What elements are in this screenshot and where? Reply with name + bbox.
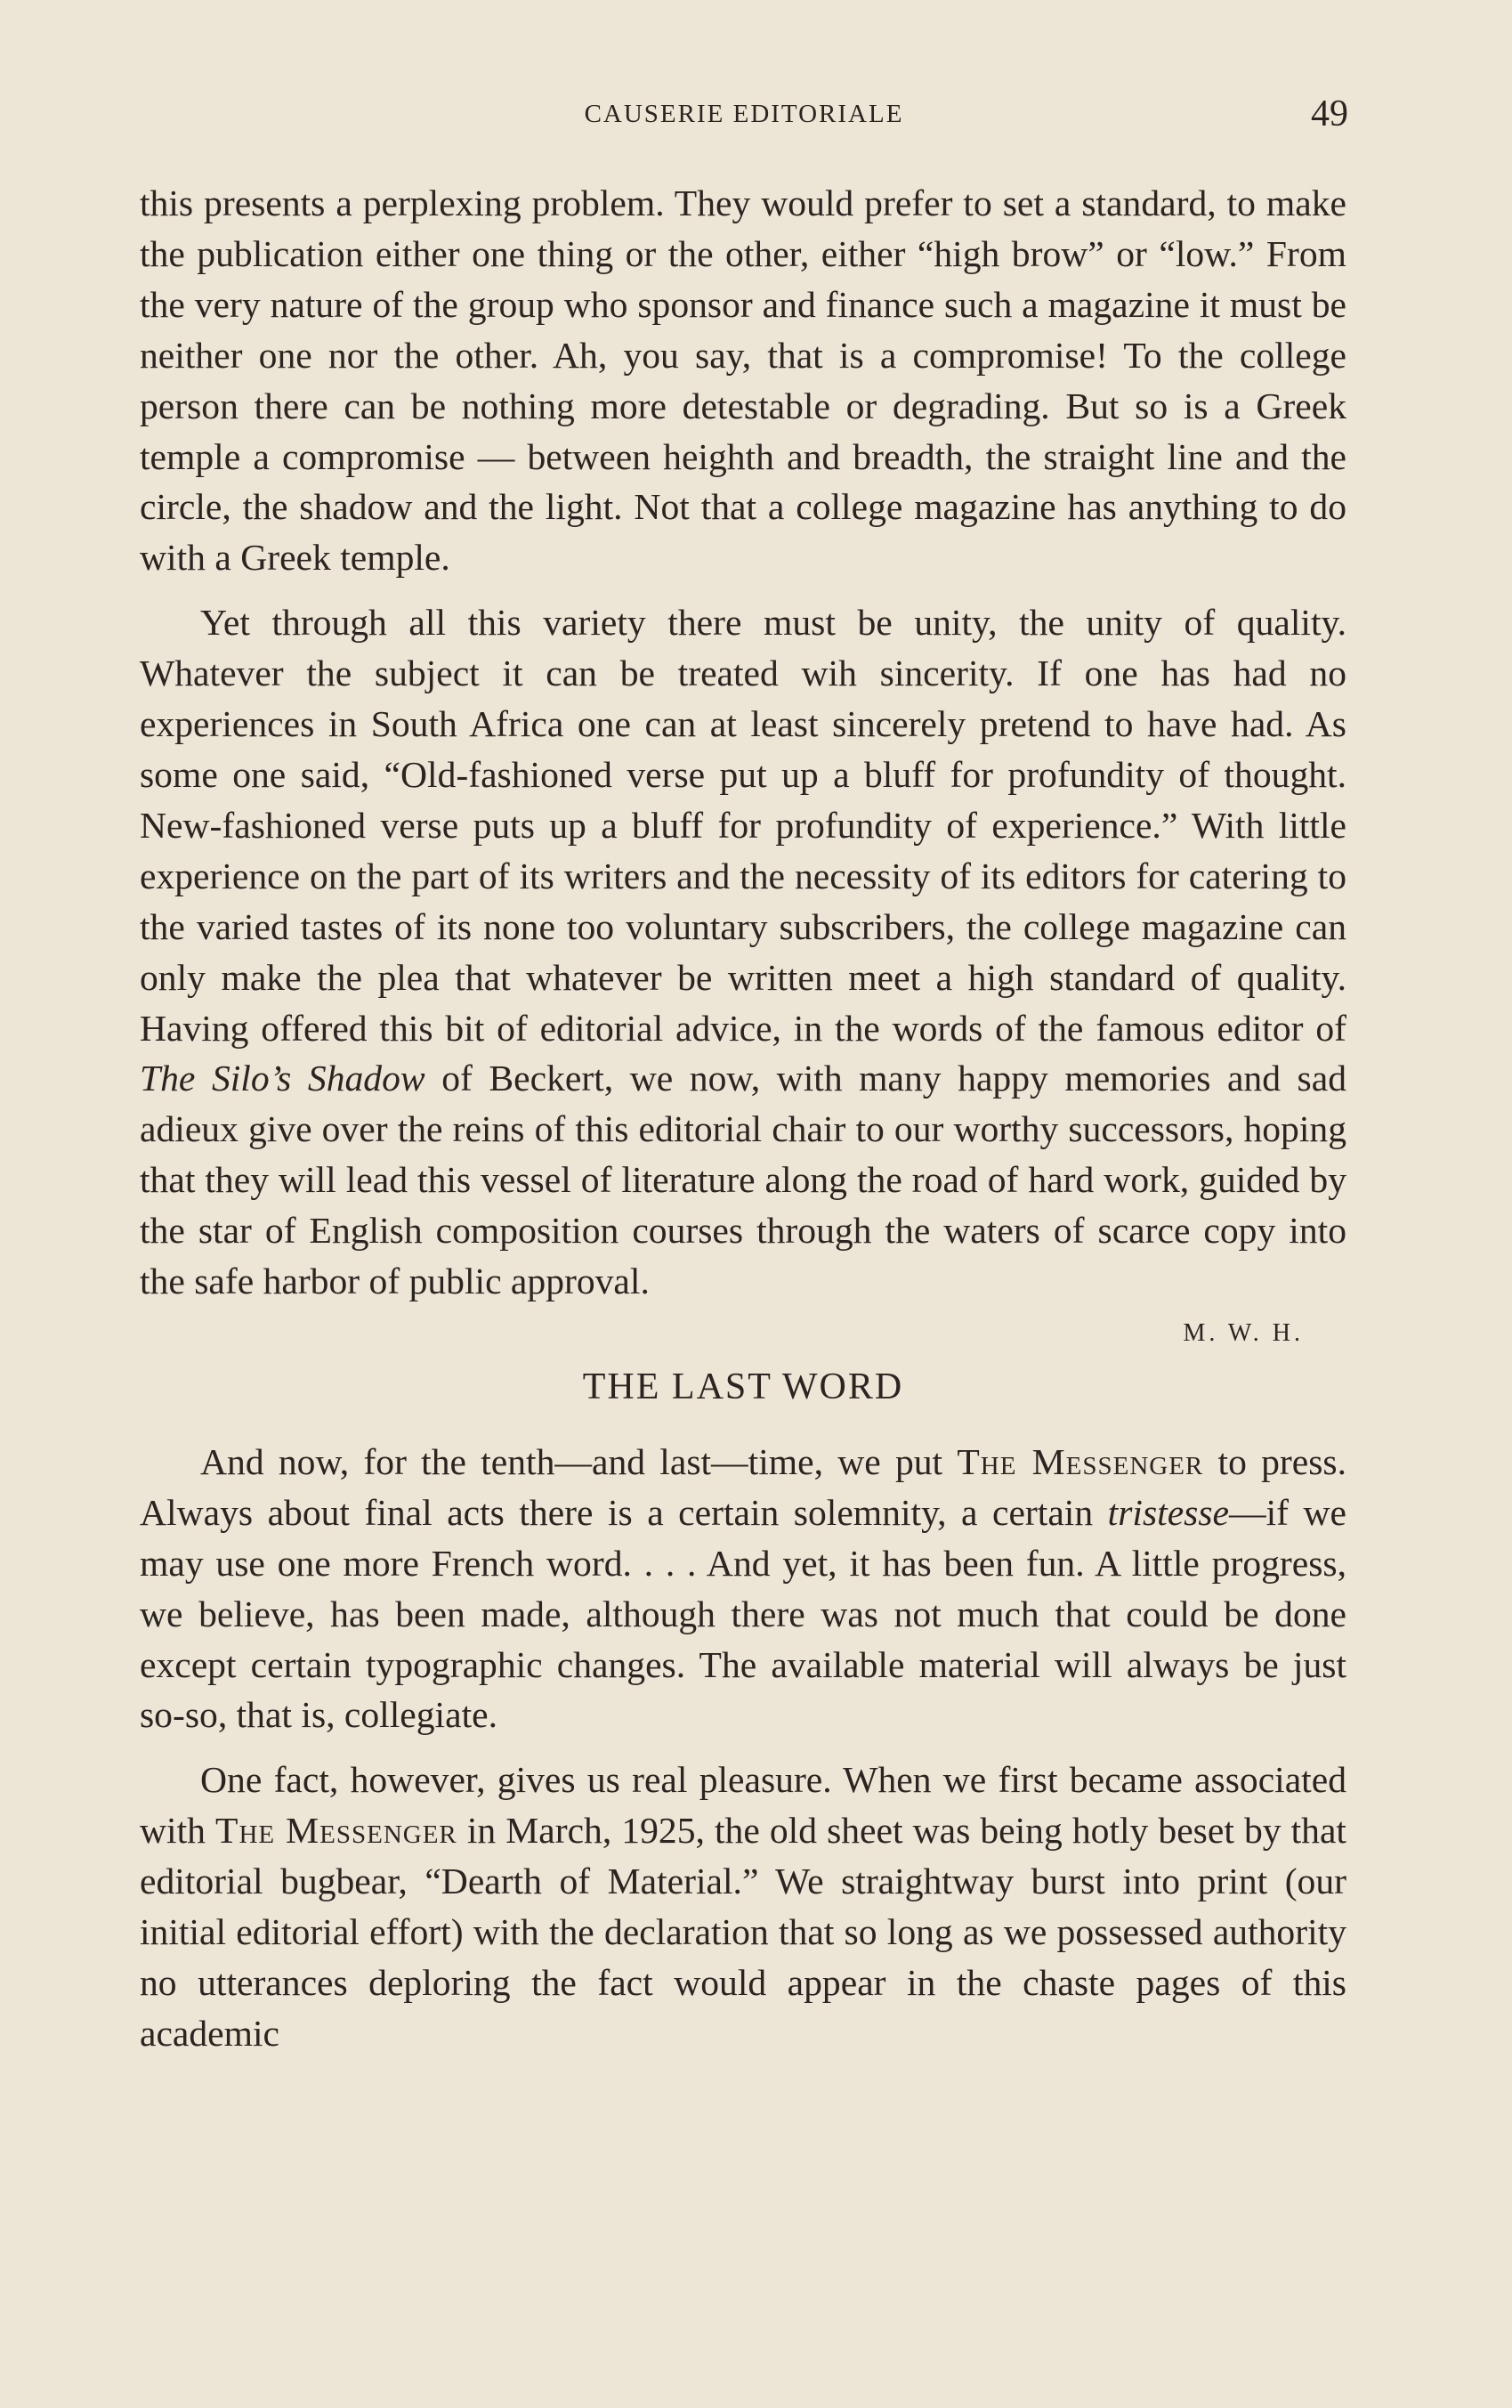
periodical-title: The Silo’s Shadow — [140, 1058, 425, 1099]
paragraph-3-text-c: —if we may use one more French word. . . . And yet, it has been fun. A little progress, we believe, has been made, although there was not much that could be done except certain typographic changes. The available material will always be just so-so, that is, collegiate. — [140, 1491, 1346, 1736]
paragraph-3 — [140, 1437, 1346, 1740]
paragraph-4-text-a: One fact, however, gives us real pleasure. When we first became associated with — [140, 1759, 1346, 1852]
paragraph-2-text-b: of Beckert, we now, with many happy memories and sad adieux give over the reins of this editorial chair to our worthy successors, hoping that they will lead this vessel of literature along the road of hard work, guided by the star of English composition courses through the waters of scarce copy into the safe harbor of public approval. — [140, 1058, 1347, 1302]
magazine-name: The Messenger — [215, 1810, 457, 1852]
paragraph-2-text-a: Yet through all this variety there must be unity, the unity of quality. Whatever the subject it can be treated wih sincerity. If one has had no experiences in South Africa one can at least sincerely pretend to have had. As some one said, “Old-fashioned verse put up a bluff for profundity of thought. New-fashioned verse puts up a bluff for profundity of experience.” With little experience on the part of its writers and the necessity of its editors for catering to the varied tastes of its none too voluntary subscribers, the college magazine can only make the plea that whatever be written meet a high standard of quality. Having offered this bit of editorial advice, in the words of the famous editor of — [140, 602, 1346, 1049]
running-head — [140, 93, 1348, 134]
section-heading: THE LAST WORD — [582, 1366, 904, 1407]
page-number: 49 — [1311, 93, 1348, 134]
paragraph-3-text-b: to press. Always about final acts there is a certain solemnity, a certain — [140, 1440, 1346, 1533]
body-text — [140, 178, 1346, 2059]
paragraph-4 — [140, 1755, 1346, 2058]
magazine-name: The Messenger — [957, 1440, 1204, 1482]
paragraph-3-text-a: And now, for the tenth—and last—time, we put — [200, 1440, 958, 1482]
paragraph-1: this presents a perplexing problem. They would prefer to set a standard, to make the publication either one thing or the other, either “high brow” or “low.” From the very nature of the group who sponsor and finance such a magazine it must be neither one nor the other. Ah, you say, that is a compromise! To the college person there can be nothing more detestable or degrading. But so is a Greek temple a compromise — between heighth and breadth, the straight line and the circle, the shadow and the light. Not that a college magazine has anything to do with a Greek temple. — [140, 182, 1346, 579]
italic-word: tristesse — [1107, 1491, 1229, 1533]
paragraph-4-text-b: in March, 1925, the old sheet was being hotly beset by that editorial bugbear, “Dearth of Material.” We straightway burst into print (our initial editorial effort) with the declaration that so long as we possessed authority no utterances deploring the fact would appear in the chaste pages of this academic — [140, 1810, 1346, 2054]
author-signature: M. W. H. — [1183, 1318, 1304, 1347]
paragraph-2 — [140, 597, 1346, 1307]
running-title: CAUSERIE EDITORIALE — [584, 100, 904, 128]
